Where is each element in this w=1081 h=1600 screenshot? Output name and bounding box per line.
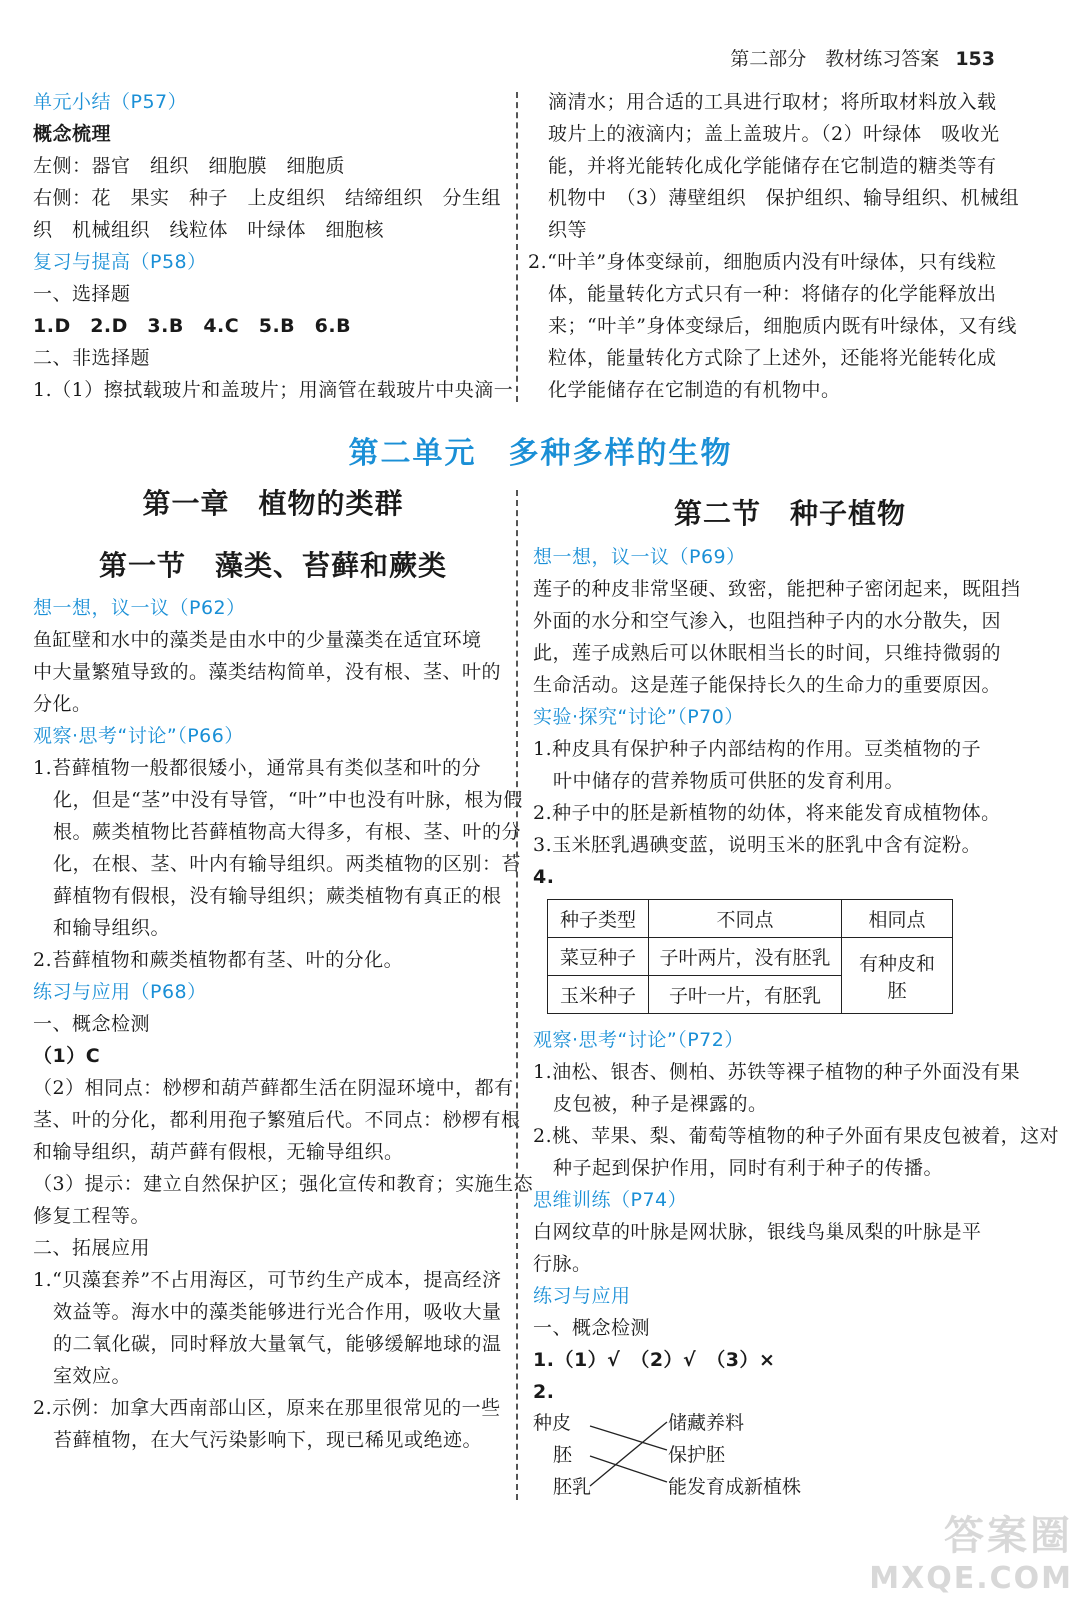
text-line: 鱼缸壁和水中的藻类是由水中的少量藻类在适宜环境 <box>33 629 482 651</box>
match-line <box>590 1426 667 1450</box>
matching-right-2: 保护胚 <box>668 1444 726 1466</box>
text-line: 茎、叶的分化，都利用孢子繁殖后代。不同点：桫椤有根 <box>33 1109 521 1131</box>
text-line: 3.玉米胚乳遇碘变蓝，说明玉米的胚乳中含有淀粉。 <box>533 834 982 856</box>
watermark-logo: 答案圈 MXQE.COM <box>869 1513 1073 1596</box>
section-heading: 观察·思考“讨论”（P72） <box>533 1029 744 1051</box>
text-line: 1.油松、银杏、侧柏、苏铁等裸子植物的种子外面没有果 <box>533 1061 1021 1083</box>
text-line: （3）提示：建立自然保护区；强化宣传和教育；实施生态 <box>33 1173 534 1195</box>
unit-title: 第二单元 多种多样的生物 <box>348 436 733 471</box>
text-line: 滴清水；用合适的工具进行取材；将所取材料放入载 <box>548 91 997 113</box>
chapter-title: 第一章 植物的类群 <box>142 487 404 520</box>
text-line: 2.桃、苹果、梨、葡萄等植物的种子外面有果皮包被着，这对 <box>533 1125 1060 1147</box>
text-line: 化学能储存在它制造的有机物中。 <box>548 379 841 401</box>
text-line: 1.苔藓植物一般都很矮小，通常具有类似茎和叶的分 <box>33 757 482 779</box>
text-line: 种子起到保护作用，同时有利于种子的传播。 <box>553 1157 944 1179</box>
text-line: 莲子的种皮非常坚硬、致密，能把种子密闭起来，既阻挡 <box>533 578 1021 600</box>
section-heading: 练习与应用 <box>533 1285 631 1307</box>
text-line: 来；“叶羊”身体变绿后，细胞质内既有叶绿体，又有线 <box>548 315 1017 337</box>
section-heading: 想一想，议一议（P62） <box>33 597 246 619</box>
table-cell: 子叶一片，有胚乳 <box>649 976 842 1014</box>
text-line: 苔藓植物，在大气污染影响下，现已稀见或绝迹。 <box>53 1429 483 1451</box>
right-column-a <box>533 541 1021 893</box>
text-line: 皮包被，种子是裸露的。 <box>553 1093 768 1115</box>
text-line: 一、概念检测 <box>533 1317 651 1339</box>
text-line: 效益等。海水中的藻类能够进行光合作用，吸收大量 <box>53 1301 502 1323</box>
text-line: 和输导组织，葫芦藓有假根，无输导组织。 <box>33 1141 404 1163</box>
text-line: 分化。 <box>33 693 92 715</box>
text-line: 体，能量转化方式只有一种：将储存的化学能释放出 <box>548 283 997 305</box>
text-line: 粒体，能量转化方式除了上述外，还能将光能转化成 <box>548 347 997 369</box>
text-line: 藓植物有假根，没有输导组织；蕨类植物有真正的根 <box>53 885 502 907</box>
section-title-right: 第二节 种子植物 <box>673 497 906 530</box>
text-line: 织等 <box>548 219 588 241</box>
page-number: 153 <box>955 48 995 70</box>
left-column <box>33 592 533 1456</box>
text-line: 2. <box>533 1381 555 1403</box>
table-cell: 有种皮和胚 <box>842 938 953 1014</box>
table-cell: 玉米种子 <box>548 976 649 1014</box>
matching-left-1: 种皮 <box>533 1412 572 1434</box>
table-header: 种子类型 <box>548 900 649 938</box>
section-heading: 观察·思考“讨论”（P66） <box>33 725 244 747</box>
text-line: （2）相同点：桫椤和葫芦藓都生活在阴湿环境中，都有 <box>33 1077 514 1099</box>
header-section: 第二部分 教材练习答案 <box>730 48 940 70</box>
text-line: 能，并将光能转化成化学能储存在它制造的糖类等有 <box>548 155 997 177</box>
text-line: 生命活动。这是莲子能保持长久的生命力的重要原因。 <box>533 674 1002 696</box>
text-line: 织 机械组织 线粒体 叶绿体 细胞核 <box>33 219 385 241</box>
matching-right-1: 储藏养料 <box>668 1412 745 1434</box>
text-line: 左侧：器官 组织 细胞膜 细胞质 <box>33 155 346 177</box>
section-heading: 思维训练（P74） <box>533 1189 688 1211</box>
section-heading: 想一想，议一议（P69） <box>533 546 746 568</box>
match-line <box>590 1456 667 1482</box>
text-line: 二、非选择题 <box>33 347 151 369</box>
text-line: 2.“叶羊”身体变绿前，细胞质内没有叶绿体，只有线粒 <box>528 251 997 273</box>
text-line: 1.（1）√ （2）√ （3）× <box>533 1349 776 1371</box>
column-divider-top <box>516 92 518 402</box>
matching-left-2: 胚 <box>553 1444 573 1466</box>
seed-comparison-table <box>547 899 953 1014</box>
matching-lines <box>585 1410 675 1495</box>
text-line: 2.示例：加拿大西南部山区，原来在那里很常见的一些 <box>33 1397 501 1419</box>
section-heading: 复习与提高（P58） <box>33 251 207 273</box>
top-right-column <box>528 86 1019 406</box>
match-line <box>590 1422 667 1486</box>
text-line: 二、拓展应用 <box>33 1237 151 1259</box>
text-line: 室效应。 <box>53 1365 132 1387</box>
table-row <box>548 938 953 976</box>
text-line: 2.苔藓植物和蕨类植物都有茎、叶的分化。 <box>33 949 404 971</box>
text-line: 根。蕨类植物比苔藓植物高大得多，有根、茎、叶的分 <box>53 821 522 843</box>
text-line: 概念梳理 <box>33 123 112 145</box>
text-line: 右侧：花 果实 种子 上皮组织 结缔组织 分生组 <box>33 187 502 209</box>
text-line: 1.（1）擦拭载玻片和盖玻片；用滴管在载玻片中央滴一 <box>33 379 514 401</box>
table-cell: 子叶两片，没有胚乳 <box>649 938 842 976</box>
text-line: 2.种子中的胚是新植物的幼体，将来能发育成植物体。 <box>533 802 1001 824</box>
text-line: 4. <box>533 866 555 888</box>
text-line: 1.D 2.D 3.B 4.C 5.B 6.B <box>33 315 352 337</box>
text-line: 的二氧化碳，同时释放大量氧气，能够缓解地球的温 <box>53 1333 502 1355</box>
section-heading: 实验·探究“讨论”（P70） <box>533 706 744 728</box>
table-header-row <box>548 900 953 938</box>
matching-right-3: 能发育成新植株 <box>668 1476 802 1498</box>
text-line: 修复工程等。 <box>33 1205 151 1227</box>
page-header <box>730 44 995 71</box>
text-line: 一、选择题 <box>33 283 131 305</box>
text-line: 玻片上的液滴内；盖上盖玻片。（2）叶绿体 吸收光 <box>548 123 1000 145</box>
right-column-b <box>533 1024 1059 1408</box>
matching-left-3: 胚乳 <box>553 1476 592 1498</box>
text-line: 1.种皮具有保护种子内部结构的作用。豆类植物的子 <box>533 738 982 760</box>
text-line: 化，在根、茎、叶内有输导组织。两类植物的区别：苔 <box>53 853 522 875</box>
text-line: 中大量繁殖导致的。藻类结构简单，没有根、茎、叶的 <box>33 661 502 683</box>
table-header: 相同点 <box>842 900 953 938</box>
column-divider-bottom <box>516 490 518 1500</box>
text-line: 此，莲子成熟后可以休眠相当长的时间，只维持微弱的 <box>533 642 1002 664</box>
table-header: 不同点 <box>649 900 842 938</box>
text-line: 化，但是“茎”中没有导管，“叶”中也没有叶脉，根为假 <box>53 789 523 811</box>
section-heading: 练习与应用（P68） <box>33 981 207 1003</box>
text-line: 和输导组织。 <box>53 917 171 939</box>
top-left-column <box>33 86 513 406</box>
text-line: 白网纹草的叶脉是网状脉，银线鸟巢凤梨的叶脉是平 <box>533 1221 982 1243</box>
text-line: 一、概念检测 <box>33 1013 151 1035</box>
section-heading: 单元小结（P57） <box>33 91 188 113</box>
table-cell: 菜豆种子 <box>548 938 649 976</box>
text-line: 行脉。 <box>533 1253 592 1275</box>
text-line: 外面的水分和空气渗入，也阻挡种子内的水分散失，因 <box>533 610 1002 632</box>
text-line: 叶中储存的营养物质可供胚的发育利用。 <box>553 770 905 792</box>
text-line: 机物中 （3）薄壁组织 保护组织、输导组织、机械组 <box>548 187 1020 209</box>
text-line: 1.“贝藻套养”不占用海区，可节约生产成本，提高经济 <box>33 1269 502 1291</box>
text-line: （1）C <box>33 1045 101 1067</box>
section-title-left: 第一节 藻类、苔藓和蕨类 <box>98 549 447 582</box>
